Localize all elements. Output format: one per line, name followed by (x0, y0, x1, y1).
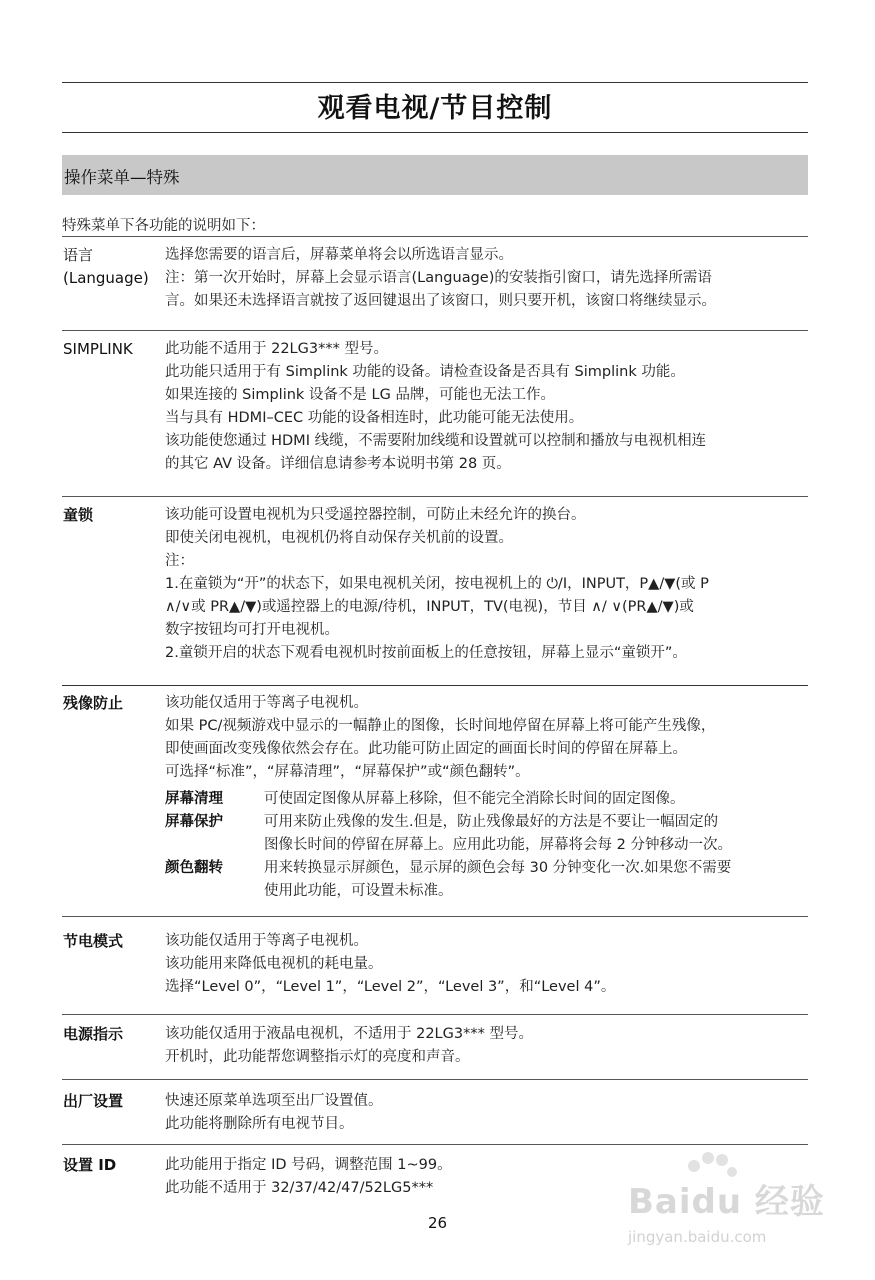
text-line: 用来转换显示屏颜色，显示屏的颜色会每 30 分钟变化一次.如果您不需要 (264, 860, 732, 876)
page-number: 26 (427, 1214, 448, 1232)
child-lock-description (165, 504, 810, 665)
divider (62, 236, 808, 237)
label-power-saving: 节电模式 (63, 932, 124, 950)
sub-text-inversion (264, 857, 810, 903)
divider (62, 1014, 808, 1015)
label-language-en: (Language) (63, 269, 149, 287)
text-line: 言。如果还未选择语言就按了返回键退出了该窗口，则只要开机，该窗口将继续显示。 (165, 293, 716, 309)
text-line: 该功能仅适用于等离子电视机。 (165, 695, 368, 711)
text-line: 开机时，此功能帮您调整指示灯的亮度和声音。 (165, 1049, 470, 1065)
factory-reset-description (165, 1090, 810, 1136)
divider (62, 1144, 808, 1145)
text-line: 此功能将删除所有电视节目。 (165, 1116, 354, 1132)
section-band-title: 操作菜单—特殊 (64, 168, 180, 187)
simplink-description (165, 338, 810, 476)
text-line: 当与具有 HDMI–CEC 功能的设备相连时，此功能可能无法使用。 (165, 410, 584, 426)
text-line: 该功能用来降低电视机的耗电量。 (165, 956, 383, 972)
sub-label-screen-clean: 屏幕清理 (165, 791, 223, 807)
top-rule (62, 82, 808, 83)
text-line: 如果连接的 Simplink 设备不是 LG 品牌，可能也无法工作。 (165, 387, 555, 403)
text-line: 该功能仅适用于液晶电视机，不适用于 22LG3*** 型号。 (165, 1026, 533, 1042)
text-line: 注：第一次开始时，屏幕上会显示语言(Language)的安装指引窗口，请先选择所需语 (165, 270, 712, 286)
label-image-sticking: 残像防止 (63, 694, 124, 712)
text-line: 1.在童锁为“开”的状态下，如果电视机关闭，按电视机上的 ⏻/I，INPUT，P▲/▼(或 P (165, 576, 709, 592)
baidu-watermark (610, 1150, 840, 1265)
text-line: 该功能可设置电视机为只受遥控器控制，可防止未经允许的换台。 (165, 507, 586, 523)
sub-text-screensaver (264, 811, 810, 857)
text-line: 使用此功能，可设置未标准。 (264, 883, 453, 899)
text-line: 此功能不适用于 32/37/42/47/52LG5*** (165, 1180, 434, 1196)
label-child-lock: 童锁 (63, 506, 94, 524)
text-line: 快速还原菜单选项至出厂设置值。 (165, 1093, 383, 1109)
text-line: 此功能用于指定 ID 号码，调整范围 1~99。 (165, 1157, 452, 1173)
label-language: 语言 (63, 246, 94, 264)
section-band (62, 155, 808, 195)
image-sticking-description (165, 692, 810, 784)
text-line: 注： (165, 553, 194, 569)
page-title: 观看电视/节目控制 (317, 93, 553, 124)
label-factory-reset: 出厂设置 (63, 1092, 124, 1110)
text-line: 可用来防止残像的发生.但是，防止残像最好的方法是不要让一幅固定的 (264, 814, 719, 830)
text-line: 此功能只适用于有 Simplink 功能的设备。请检查设备是否具有 Simplink 功能。 (165, 364, 685, 380)
divider (62, 330, 808, 331)
label-power-indicator: 电源指示 (63, 1025, 124, 1043)
power-saving-description (165, 930, 810, 999)
watermark-brand: Baidu 经验 (628, 1182, 825, 1222)
power-indicator-description (165, 1023, 810, 1069)
text-line: 该功能使您通过 HDMI 线缆，不需要附加线缆和设置就可以控制和播放与电视机相连 (165, 433, 707, 449)
sub-label-inversion: 颜色翻转 (165, 860, 223, 876)
intro-text: 特殊菜单下各功能的说明如下： (62, 218, 265, 234)
sub-label-screensaver: 屏幕保护 (165, 814, 223, 830)
label-set-id: 设置 ID (63, 1156, 117, 1174)
text-line: 如果 PC/视频游戏中显示的一幅静止的图像，长时间地停留在屏幕上将可能产生残像， (165, 718, 716, 734)
divider (62, 1079, 808, 1080)
text-line: 选择您需要的语言后，屏幕菜单将会以所选语言显示。 (165, 247, 513, 263)
text-line: ∧/∨或 PR▲/▼)或遥控器上的电源/待机，INPUT，TV(电视)，节目 ∧/ ∨(PR▲/▼)或 (165, 599, 694, 615)
label-simplink: SIMPLINK (63, 340, 133, 358)
text-line: 图像长时间的停留在屏幕上。应用此功能，屏幕将会每 2 分钟移动一次。 (264, 837, 732, 853)
text-line: 的其它 AV 设备。详细信息请参考本说明书第 28 页。 (165, 456, 511, 472)
text-line: 即使画面改变残像依然会存在。此功能可防止固定的画面长时间的停留在屏幕上。 (165, 741, 687, 757)
text-line: 此功能不适用于 22LG3*** 型号。 (165, 341, 388, 357)
divider (62, 685, 808, 686)
title-bottom-rule (62, 132, 808, 133)
language-description (165, 244, 810, 313)
text-line: 即使关闭电视机，电视机仍将自动保存关机前的设置。 (165, 530, 513, 546)
text-line: 可使固定图像从屏幕上移除，但不能完全消除长时间的固定图像。 (264, 791, 685, 807)
sub-text-screen-clean (264, 788, 810, 811)
text-line: 可选择“标准”，“屏幕清理”，“屏幕保护”或“颜色翻转”。 (165, 764, 530, 780)
divider (62, 916, 808, 917)
text-line: 2.童锁开启的状态下观看电视机时按前面板上的任意按钮，屏幕上显示“童锁开”。 (165, 645, 687, 661)
text-line: 选择“Level 0”，“Level 1”，“Level 2”，“Level 3”，和“Level 4”。 (165, 979, 616, 995)
text-line: 数字按钮均可打开电视机。 (165, 622, 339, 638)
divider (62, 496, 808, 497)
text-line: 该功能仅适用于等离子电视机。 (165, 933, 368, 949)
watermark-url: jingyan.baidu.com (628, 1228, 767, 1246)
